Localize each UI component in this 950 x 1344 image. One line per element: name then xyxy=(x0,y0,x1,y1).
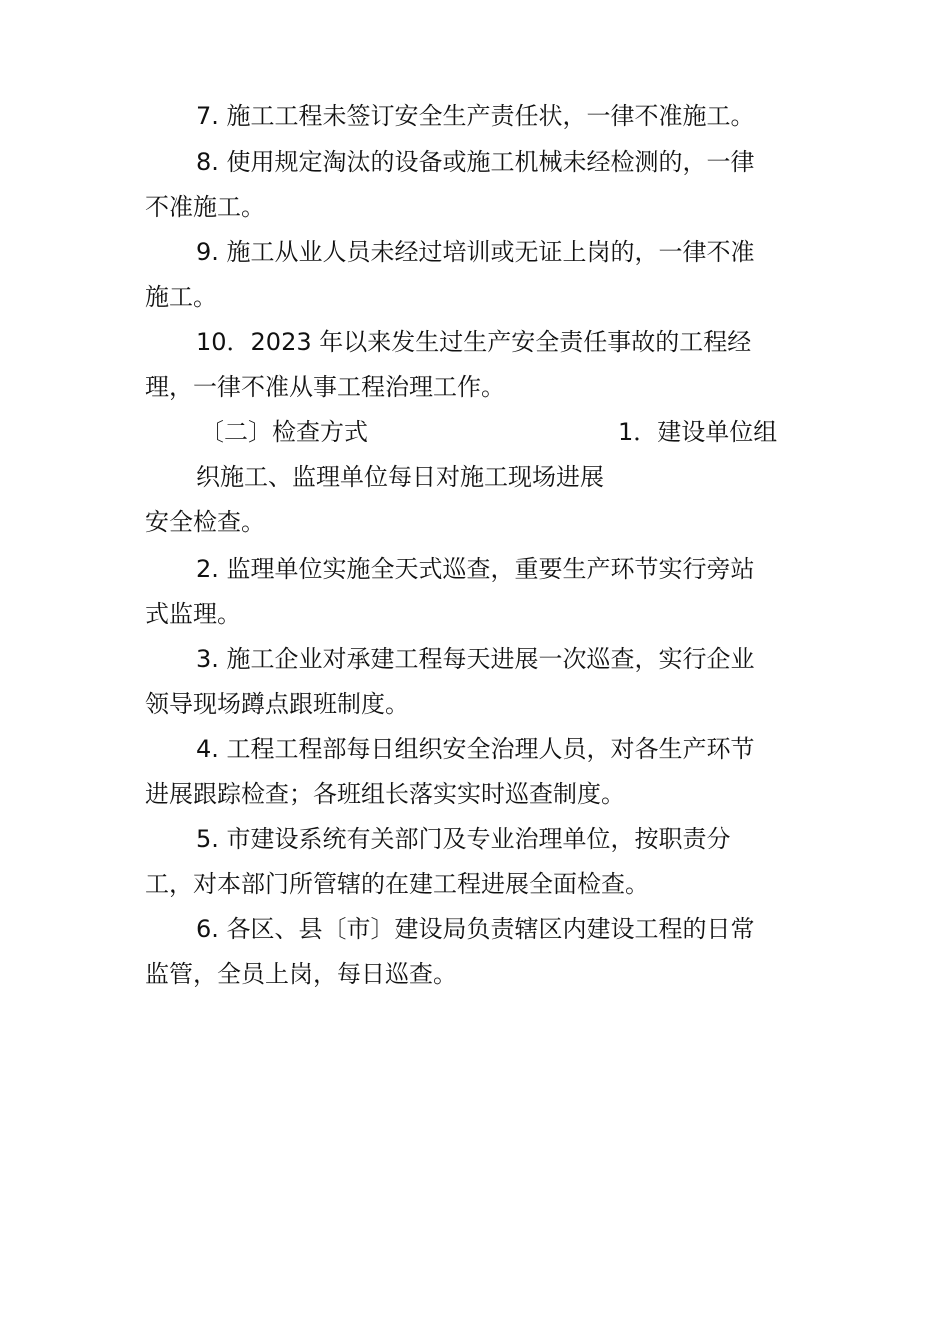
text-line: 10．2023 年以来发生过生产安全责任事故的工程经 xyxy=(196,328,752,356)
text-line: 安全检查。 xyxy=(145,508,265,536)
text-line: 4. 工程工程部每日组织安全治理人员，对各生产环节 xyxy=(196,735,755,763)
text-line: 5. 市建设系统有关部门及专业治理单位，按职责分 xyxy=(196,825,731,853)
text-line: 领导现场蹲点跟班制度。 xyxy=(145,690,409,718)
text-line: 监管，全员上岗，每日巡查。 xyxy=(145,960,457,988)
text-line: 不准施工。 xyxy=(145,193,265,221)
text-line: 工，对本部门所管辖的在建工程进展全面检查。 xyxy=(145,870,649,898)
text-line: 2. 监理单位实施全天式巡查，重要生产环节实行旁站 xyxy=(196,555,755,583)
text-line: 理，一律不准从事工程治理工作。 xyxy=(145,373,505,401)
text-line: 9. 施工从业人员未经过培训或无证上岗的，一律不准 xyxy=(196,238,755,266)
text-line: 织施工、监理单位每日对施工现场进展 xyxy=(196,463,604,491)
text-line: 施工。 xyxy=(145,283,217,311)
text-line: 7. 施工工程未签订安全生产责任状，一律不准施工。 xyxy=(196,102,755,130)
section-heading: 〔二〕检查方式 xyxy=(200,418,368,446)
text-line: 6. 各区、县〔市〕建设局负责辖区内建设工程的日常 xyxy=(196,915,755,943)
text-line: 进展跟踪检查；各班组长落实实时巡查制度。 xyxy=(145,780,625,808)
text-line: 3. 施工企业对承建工程每天进展一次巡查，实行企业 xyxy=(196,645,755,673)
text-line: 1．建设单位组 xyxy=(618,418,778,446)
text-line: 式监理。 xyxy=(145,600,241,628)
text-line: 8. 使用规定淘汰的设备或施工机械未经检测的，一律 xyxy=(196,148,755,176)
